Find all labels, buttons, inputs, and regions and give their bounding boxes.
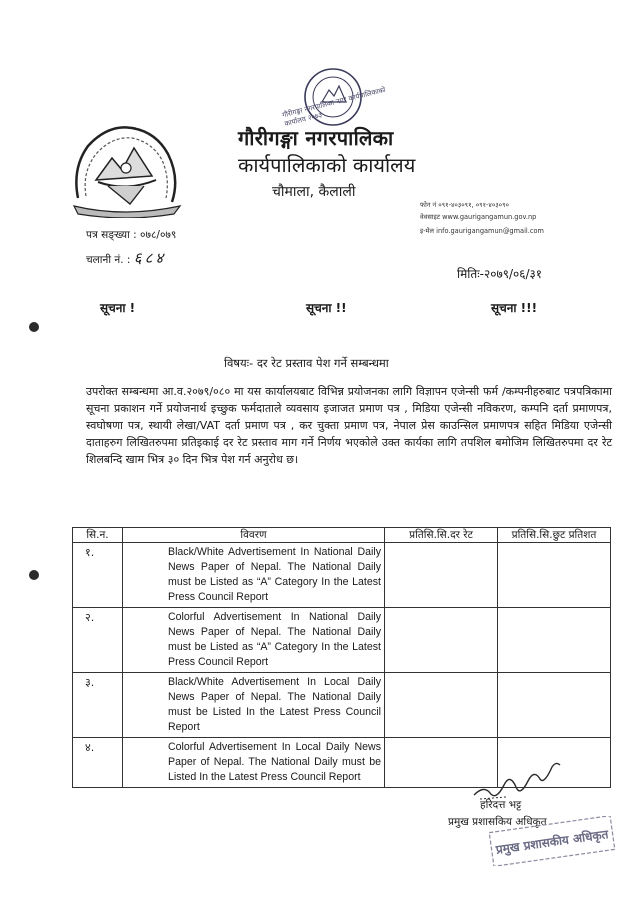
row-discount — [498, 543, 611, 608]
row-rate — [385, 608, 498, 673]
office-subtitle: कार्यपालिकाको कार्यालय — [238, 153, 416, 177]
chalani-number: ६८४ — [133, 249, 167, 267]
punch-hole-top — [29, 322, 39, 332]
official-seal-stamp — [487, 816, 617, 866]
signatory-title: प्रमुख प्रशासकिय अधिकृत — [448, 816, 547, 828]
header-discount: प्रतिसि.सि.छुट प्रतिशत — [498, 528, 611, 543]
office-stamp-text: गौरीगङ्गा नगरपालिका नगर कार्यपालिकाको कार्यालय २०७३ — [281, 85, 387, 129]
letter-body: उपरोक्त सम्बन्धमा आ.व.२०७९/०८० मा यस कार्यालयबाट विभिन्न प्रयोजनका लागि विज्ञापन एजेन्सी फर्म /कम्पनीहरुबाट पत्रपत्रिकामा सूचना प्रकाशन गर्ने प्रयोजनार्थ इच्छुक फर्मदाताले व्यवसाय इजाजत प्रमाण पत्र , मिडिया एजेन्सी नविकरण, कम्पनि दर्ता प्रमाणपत्र, स्वघोषणा पत्र, स्थायी लेखा/VAT दर्ता प्रमाण पत्र , कर चुक्ता प्रमाण पत्र, नेपाल प्रेस काउन्सिल प्रमाणपत्र सहित मिडिया एजेन्सी दाताहरुग लिखितरुपमा प्रतिइकाई दर रेट प्रस्ताव माग गर्ने निर्णय भएकोले उक्त कार्यका लागि तपशिल बमोजिम लिखितरुपमा दर रेट शिलबन्दि खाम भित्र ३० दिन भित्र पेश गर्न अनुरोध छ। — [86, 385, 612, 466]
office-name: गौरीगङ्गा नगरपालिका — [238, 126, 394, 150]
letter-date: मितिः-२०७९/०६/३१ — [457, 267, 542, 281]
row-sn: २. — [73, 608, 123, 673]
nepal-emblem-icon — [68, 118, 186, 218]
row-description: Black/White Advertisement In National Daily News Paper of Nepal. The National Daily must be Listed as “A” Category In the Latest Press Council Report — [123, 543, 385, 608]
contact-phone: फोन नं ०९१-४०३०९१, ०९१-४०३०९० — [420, 201, 509, 209]
row-description: Black/White Advertisement In Local Daily News Paper of Nepal. The National Daily must be Listed In the Latest Press Council Report — [123, 673, 385, 738]
table-row — [73, 543, 611, 608]
row-discount — [498, 608, 611, 673]
contact-email: इ-मेल info.gaurigangamun@gmail.com — [420, 227, 544, 235]
row-description: Colorful Advertisement In National Daily News Paper of Nepal. The National Daily must be Listed as “A” Category In the Latest Press Council Report — [123, 608, 385, 673]
row-sn: ३. — [73, 673, 123, 738]
notice-heading-2: सूचना !! — [306, 301, 347, 315]
notice-heading-3: सूचना !!! — [491, 301, 538, 315]
punch-hole-bottom — [29, 570, 39, 580]
contact-website: वेवसाइट www.gaurigangamun.gov.np — [420, 213, 537, 221]
header-description: विवरण — [123, 528, 385, 543]
notice-heading-1: सूचना ! — [100, 301, 136, 315]
table-header-row — [73, 528, 611, 543]
chalani-label: चलानी नं. : — [86, 254, 131, 266]
row-description: Colorful Advertisement In Local Daily News Paper of Nepal. The National Daily must be Listed In the Latest Press Council Report — [123, 738, 385, 788]
row-sn: ४. — [73, 738, 123, 788]
row-rate — [385, 673, 498, 738]
row-rate — [385, 543, 498, 608]
chalani-number-row — [86, 248, 166, 268]
table-row — [73, 673, 611, 738]
signatory-name: हरिदत्त भट्ट — [480, 799, 522, 811]
row-discount — [498, 673, 611, 738]
row-sn: १. — [73, 543, 123, 608]
subject-line: विषयः- दर रेट प्रस्ताव पेश गर्ने सम्बन्धमा — [224, 356, 389, 370]
header-sn: सि.न. — [73, 528, 123, 543]
seal-text: प्रमुख प्रशासकीय अधिकृत — [495, 827, 610, 857]
patra-sankhya: पत्र सङ्ख्या : ०७८/०७९ — [86, 229, 177, 241]
rate-table — [72, 527, 611, 788]
header-rate: प्रतिसि.सि.दर रेट — [385, 528, 498, 543]
office-location: चौमाला, कैलाली — [272, 184, 356, 200]
table-row — [73, 608, 611, 673]
